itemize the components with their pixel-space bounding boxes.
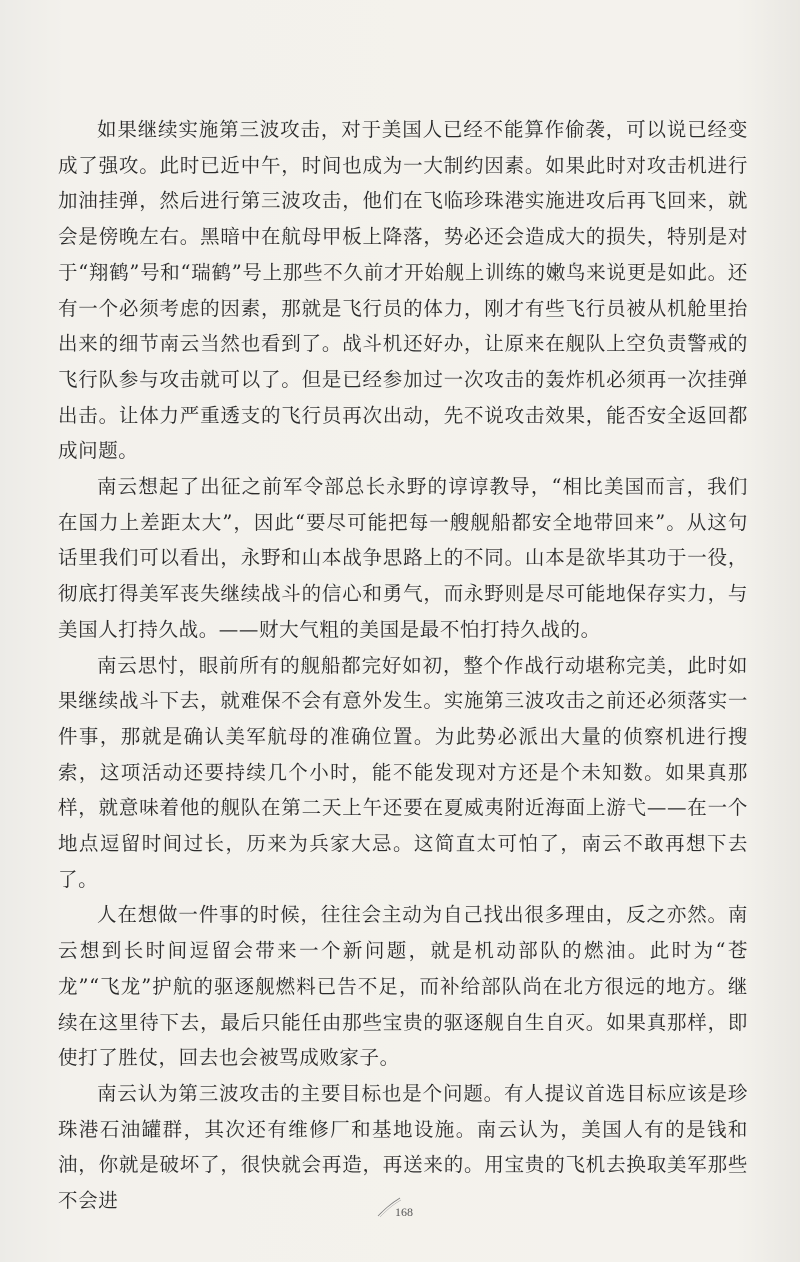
paragraph-5: 南云认为第三波攻击的主要目标也是个问题。有人提议首选目标应该是珍珠港石油罐群，其次还有维修厂和基地设施。南云认为，美国人有的是钱和油，你就是破坏了，很快就会再造，再送来的。用宝贵的飞机去换取美军那些不会进: [58, 1081, 748, 1213]
paragraph-3: 南云思忖，眼前所有的舰船都完好如初，整个作战行动堪称完美，此时如果继续战斗下去，就难保不会有意外发生。实施第三波攻击之前还必须落实一件事，那就是确认美军航母的准确位置。为此势必派出大量的侦察机进行搜索，这项活动还要持续几个小时，能不能发现对方还是个未知数。如果真那样，就意味着他的舰队在第二天上午还要在夏威夷附近海面上游弋——在一个地点逗留时间过长，历来为兵家大忌。这简直太可怕了，南云不敢再想下去了。: [58, 653, 748, 891]
page-number: 168: [395, 1205, 413, 1219]
paragraph-1: 如果继续实施第三波攻击，对于美国人已经不能算作偷袭，可以说已经变成了强攻。此时已近中午，时间也成为一大制约因素。如果此时对攻击机进行加油挂弹，然后进行第三波攻击，他们在飞临珍珠港实施进攻后再飞回来，就会是傍晚左右。黑暗中在航母甲板上降落，势必还会造成大的损失，特别是对于“翔鹤”号和“瑞鹤”号上那些不久前才开始舰上训练的嫩鸟来说更是如此。还有一个必须考虑的因素，那就是飞行员的体力，刚才有些飞行员被从机舱里抬出来的细节南云当然也看到了。战斗机还好办，让原来在舰队上空负责警戒的飞行队参与攻击就可以了。但是已经参加过一次攻击的轰炸机必须再一次挂弹出击。让体力严重透支的飞行员再次出动，先不说攻击效果，能否安全返回都成问题。: [58, 118, 748, 463]
paragraph-2: 南云想起了出征之前军令部总长永野的谆谆教导，“相比美国而言，我们在国力上差距太大”，因此“要尽可能把每一艘舰船都安全地带回来”。从这句话里我们可以看出，永野和山本战争思路上的不同。山本是欲毕其功于一役，彻底打得美军丧失继续战斗的信心和勇气，而永野则是尽可能地保存实力，与美国人打持久战。——财大气粗的美国是最不怕打持久战的。: [58, 475, 748, 641]
body-text: [58, 112, 748, 1219]
paragraph-4: 人在想做一件事的时候，往往会主动为自己找出很多理由，反之亦然。南云想到长时间逗留会带来一个新问题，就是机动部队的燃油。此时为“苍龙”“飞龙”护航的驱逐舰燃料已告不足，而补给部队尚在北方很远的地方。继续在这里待下去，最后只能任由那些宝贵的驱逐舰自生自灭。如果真那样，即使打了胜仗，回去也会被骂成败家子。: [58, 903, 748, 1070]
